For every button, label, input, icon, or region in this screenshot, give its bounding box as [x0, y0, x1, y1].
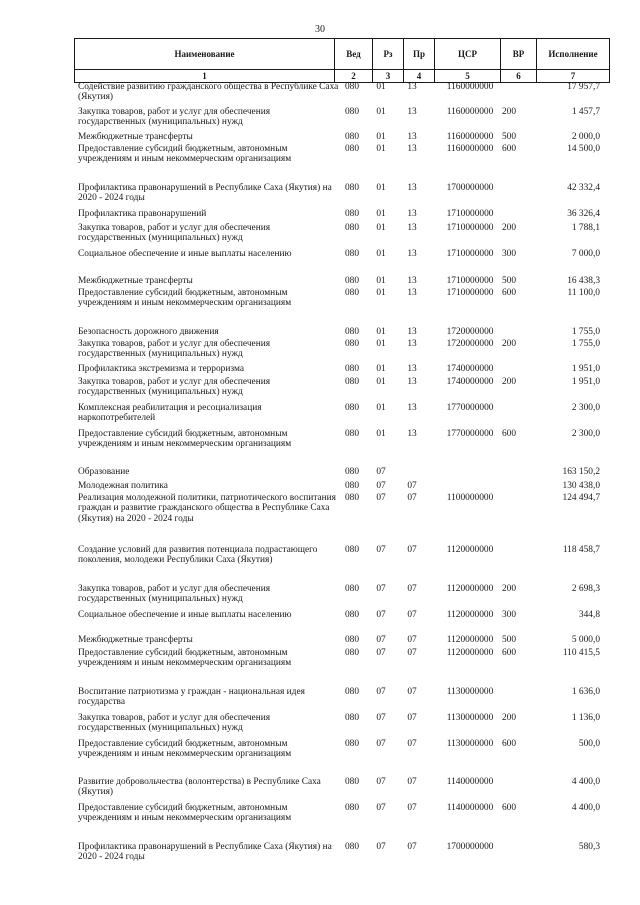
- cell-name: Реализация молодежной политики, патриотического воспитания граждан и развитие гражданского общества в Республике Саха (Якутия) на 2020 - 2024 годы: [78, 493, 336, 524]
- cell-rz: 07: [376, 687, 386, 697]
- column-number: 2: [335, 70, 373, 83]
- cell-ved: 080: [344, 429, 360, 439]
- cell-exec: 580,3: [578, 842, 600, 852]
- cell-exec: 1 788,1: [571, 223, 600, 233]
- cell-rz: 07: [376, 713, 386, 723]
- cell-vr: 600: [501, 288, 517, 298]
- cell-exec: 1 457,7: [571, 107, 600, 117]
- cell-rz: 07: [376, 648, 386, 658]
- cell-ved: 080: [344, 545, 360, 555]
- cell-rz: 01: [376, 183, 386, 193]
- cell-csr: 1160000000: [446, 144, 494, 154]
- cell-csr: 1710000000: [446, 223, 494, 233]
- cell-pr: 07: [407, 687, 417, 697]
- cell-pr: 13: [407, 276, 417, 286]
- cell-csr: 1120000000: [446, 584, 494, 594]
- cell-ved: 080: [344, 635, 360, 645]
- cell-vr: 200: [501, 713, 517, 723]
- cell-name: Профилактика правонарушений в Республике Саха (Якутия) на 2020 - 2024 годы: [78, 842, 332, 863]
- cell-exec: 2 000,0: [571, 132, 600, 142]
- cell-pr: 13: [407, 209, 417, 219]
- cell-rz: 01: [376, 107, 386, 117]
- cell-exec: 4 400,0: [571, 803, 600, 813]
- cell-ved: 080: [344, 107, 360, 117]
- cell-rz: 07: [376, 467, 386, 477]
- cell-name: Профилактика экстремизма и терроризма: [78, 364, 244, 374]
- cell-exec: 42 332,4: [567, 183, 600, 193]
- cell-csr: 1740000000: [446, 377, 494, 387]
- cell-exec: 14 500,0: [567, 144, 600, 154]
- cell-pr: 13: [407, 223, 417, 233]
- cell-ved: 080: [344, 144, 360, 154]
- cell-vr: 300: [501, 249, 517, 259]
- cell-ved: 080: [344, 687, 360, 697]
- cell-vr: 500: [501, 132, 517, 142]
- cell-csr: 1120000000: [446, 610, 494, 620]
- cell-rz: 07: [376, 610, 386, 620]
- cell-exec: 1 636,0: [571, 687, 600, 697]
- cell-pr: 13: [407, 82, 417, 92]
- cell-csr: 1140000000: [446, 803, 494, 813]
- cell-name: Предоставление субсидий бюджетным, автономным учреждениям и иным некоммерческим организациям: [78, 803, 292, 824]
- cell-name: Межбюджетные трансферты: [78, 276, 193, 286]
- cell-csr: 1130000000: [446, 687, 494, 697]
- cell-vr: 600: [501, 144, 517, 154]
- cell-pr: 13: [407, 429, 417, 439]
- cell-rz: 01: [376, 209, 386, 219]
- cell-exec: 500,0: [578, 739, 600, 749]
- cell-csr: 1770000000: [446, 403, 494, 413]
- cell-ved: 080: [344, 327, 360, 337]
- cell-csr: 1140000000: [446, 777, 494, 787]
- cell-ved: 080: [344, 584, 360, 594]
- cell-rz: 07: [376, 739, 386, 749]
- header-vr: ВР: [501, 39, 537, 70]
- cell-name: Развитие добровольчества (волонтерства) в Республике Саха (Якутия): [78, 777, 321, 798]
- cell-name: Закупка товаров, работ и услуг для обеспечения государственных (муниципальных) нужд: [78, 377, 271, 398]
- cell-rz: 07: [376, 777, 386, 787]
- cell-pr: 13: [407, 107, 417, 117]
- cell-exec: 17 957,7: [567, 82, 600, 92]
- cell-ved: 080: [344, 842, 360, 852]
- cell-exec: 344,8: [578, 610, 600, 620]
- cell-rz: 01: [376, 403, 386, 413]
- header-ved: Вед: [335, 39, 373, 70]
- cell-pr: 07: [407, 777, 417, 787]
- cell-pr: 07: [407, 610, 417, 620]
- cell-csr: 1120000000: [446, 648, 494, 658]
- cell-exec: 2 698,3: [571, 584, 600, 594]
- cell-csr: 1100000000: [446, 493, 494, 503]
- cell-csr: 1740000000: [446, 364, 494, 374]
- header-exec: Исполнение: [537, 39, 610, 70]
- cell-exec: 1 755,0: [571, 339, 600, 349]
- cell-ved: 080: [344, 610, 360, 620]
- column-number: 4: [404, 70, 435, 83]
- cell-rz: 07: [376, 584, 386, 594]
- cell-vr: 500: [501, 635, 517, 645]
- header-pr: Пр: [404, 39, 435, 70]
- cell-name: Межбюджетные трансферты: [78, 635, 193, 645]
- cell-rz: 01: [376, 82, 386, 92]
- cell-pr: 07: [407, 481, 417, 491]
- cell-exec: 4 400,0: [571, 777, 600, 787]
- cell-name: Закупка товаров, работ и услуг для обеспечения государственных (муниципальных) нужд: [78, 339, 271, 360]
- cell-exec: 2 300,0: [571, 403, 600, 413]
- cell-name: Молодежная политика: [78, 481, 168, 491]
- cell-pr: 07: [407, 713, 417, 723]
- cell-pr: 07: [407, 635, 417, 645]
- cell-vr: 200: [501, 339, 517, 349]
- cell-csr: 1120000000: [446, 635, 494, 645]
- cell-exec: 1 951,0: [571, 364, 600, 374]
- cell-rz: 01: [376, 364, 386, 374]
- cell-vr: 200: [501, 223, 517, 233]
- cell-name: Создание условий для развития потенциала подрастающего поколения, молодежи Республики Саха (Якутия): [78, 545, 318, 566]
- cell-name: Воспитание патриотизма у граждан - национальная идея государства: [78, 687, 305, 708]
- cell-pr: 13: [407, 339, 417, 349]
- cell-exec: 130 438,0: [562, 481, 600, 491]
- cell-pr: 13: [407, 249, 417, 259]
- column-number: 6: [501, 70, 537, 83]
- cell-csr: 1160000000: [446, 107, 494, 117]
- cell-ved: 080: [344, 288, 360, 298]
- page-number: 30: [315, 24, 325, 35]
- cell-rz: 01: [376, 276, 386, 286]
- cell-pr: 13: [407, 132, 417, 142]
- cell-rz: 01: [376, 327, 386, 337]
- cell-name: Предоставление субсидий бюджетным, автономным учреждениям и иным некоммерческим организациям: [78, 144, 292, 165]
- cell-exec: 1 951,0: [571, 377, 600, 387]
- cell-csr: 1120000000: [446, 545, 494, 555]
- cell-rz: 07: [376, 493, 386, 503]
- cell-rz: 01: [376, 377, 386, 387]
- cell-ved: 080: [344, 467, 360, 477]
- cell-name: Содействие развитию гражданского общества в Республике Саха (Якутия): [78, 82, 339, 103]
- cell-name: Безопасность дорожного движения: [78, 327, 219, 337]
- cell-vr: 600: [501, 803, 517, 813]
- cell-ved: 080: [344, 713, 360, 723]
- cell-csr: 1130000000: [446, 739, 494, 749]
- cell-vr: 200: [501, 377, 517, 387]
- cell-pr: 07: [407, 584, 417, 594]
- cell-pr: 07: [407, 648, 417, 658]
- cell-csr: 1160000000: [446, 132, 494, 142]
- cell-csr: 1770000000: [446, 429, 494, 439]
- cell-vr: 200: [501, 107, 517, 117]
- cell-name: Образование: [78, 467, 130, 477]
- cell-csr: 1700000000: [446, 183, 494, 193]
- cell-exec: 110 415,5: [562, 648, 600, 658]
- cell-ved: 080: [344, 82, 360, 92]
- cell-csr: 1160000000: [446, 82, 494, 92]
- cell-ved: 080: [344, 183, 360, 193]
- cell-rz: 01: [376, 429, 386, 439]
- cell-ved: 080: [344, 209, 360, 219]
- cell-exec: 118 458,7: [562, 545, 600, 555]
- cell-csr: 1710000000: [446, 209, 494, 219]
- cell-ved: 080: [344, 223, 360, 233]
- header-name: Наименование: [75, 39, 335, 70]
- cell-vr: 600: [501, 739, 517, 749]
- cell-name: Социальное обеспечение и иные выплаты населению: [78, 249, 292, 259]
- cell-pr: 07: [407, 803, 417, 813]
- cell-pr: 13: [407, 183, 417, 193]
- cell-name: Профилактика правонарушений в Республике Саха (Якутия) на 2020 - 2024 годы: [78, 183, 332, 204]
- cell-ved: 080: [344, 739, 360, 749]
- cell-rz: 01: [376, 132, 386, 142]
- cell-name: Закупка товаров, работ и услуг для обеспечения государственных (муниципальных) нужд: [78, 223, 271, 244]
- cell-ved: 080: [344, 132, 360, 142]
- cell-rz: 01: [376, 223, 386, 233]
- cell-exec: 163 150,2: [562, 467, 600, 477]
- cell-name: Закупка товаров, работ и услуг для обеспечения государственных (муниципальных) нужд: [78, 107, 271, 128]
- cell-pr: 13: [407, 364, 417, 374]
- cell-rz: 07: [376, 803, 386, 813]
- cell-rz: 07: [376, 635, 386, 645]
- cell-ved: 080: [344, 364, 360, 374]
- cell-pr: 07: [407, 842, 417, 852]
- cell-pr: 13: [407, 327, 417, 337]
- cell-exec: 11 100,0: [567, 288, 600, 298]
- cell-pr: 07: [407, 493, 417, 503]
- header-csr: ЦСР: [435, 39, 501, 70]
- cell-csr: 1130000000: [446, 713, 494, 723]
- cell-name: Закупка товаров, работ и услуг для обеспечения государственных (муниципальных) нужд: [78, 713, 271, 734]
- cell-exec: 5 000,0: [571, 635, 600, 645]
- cell-rz: 01: [376, 288, 386, 298]
- cell-csr: 1720000000: [446, 339, 494, 349]
- column-number: 7: [537, 70, 610, 83]
- cell-rz: 07: [376, 481, 386, 491]
- cell-name: Профилактика правонарушений: [78, 209, 207, 219]
- cell-ved: 080: [344, 777, 360, 787]
- cell-pr: 13: [407, 403, 417, 413]
- cell-vr: 600: [501, 648, 517, 658]
- cell-csr: 1710000000: [446, 249, 494, 259]
- cell-pr: 13: [407, 288, 417, 298]
- cell-exec: 2 300,0: [571, 429, 600, 439]
- cell-name: Предоставление субсидий бюджетным, автономным учреждениям и иным некоммерческим организациям: [78, 739, 292, 760]
- cell-pr: 13: [407, 144, 417, 154]
- cell-csr: 1720000000: [446, 327, 494, 337]
- cell-exec: 7 000,0: [571, 249, 600, 259]
- cell-rz: 01: [376, 144, 386, 154]
- cell-ved: 080: [344, 276, 360, 286]
- cell-exec: 1 755,0: [571, 327, 600, 337]
- column-number: 5: [435, 70, 501, 83]
- cell-exec: 124 494,7: [562, 493, 600, 503]
- cell-vr: 300: [501, 610, 517, 620]
- cell-ved: 080: [344, 481, 360, 491]
- cell-name: Предоставление субсидий бюджетным, автономным учреждениям и иным некоммерческим организациям: [78, 288, 292, 309]
- cell-exec: 36 326,4: [567, 209, 600, 219]
- cell-csr: 1700000000: [446, 842, 494, 852]
- column-number: 1: [75, 70, 335, 83]
- cell-pr: 07: [407, 545, 417, 555]
- cell-rz: 01: [376, 249, 386, 259]
- cell-name: Социальное обеспечение и иные выплаты населению: [78, 610, 292, 620]
- cell-ved: 080: [344, 493, 360, 503]
- cell-name: Закупка товаров, работ и услуг для обеспечения государственных (муниципальных) нужд: [78, 584, 271, 605]
- cell-ved: 080: [344, 803, 360, 813]
- cell-rz: 01: [376, 339, 386, 349]
- cell-csr: 1710000000: [446, 288, 494, 298]
- cell-name: Межбюджетные трансферты: [78, 132, 193, 142]
- cell-ved: 080: [344, 403, 360, 413]
- header-rz: Рз: [373, 39, 404, 70]
- cell-vr: 600: [501, 429, 517, 439]
- cell-ved: 080: [344, 339, 360, 349]
- cell-ved: 080: [344, 377, 360, 387]
- cell-exec: 1 136,0: [571, 713, 600, 723]
- cell-name: Предоставление субсидий бюджетным, автономным учреждениям и иным некоммерческим организациям: [78, 648, 292, 669]
- cell-pr: 07: [407, 739, 417, 749]
- cell-pr: 13: [407, 377, 417, 387]
- cell-exec: 16 438,3: [567, 276, 600, 286]
- cell-ved: 080: [344, 648, 360, 658]
- column-number: 3: [373, 70, 404, 83]
- cell-name: Предоставление субсидий бюджетным, автономным учреждениям и иным некоммерческим организациям: [78, 429, 292, 450]
- cell-rz: 07: [376, 545, 386, 555]
- cell-vr: 200: [501, 584, 517, 594]
- cell-rz: 07: [376, 842, 386, 852]
- cell-vr: 500: [501, 276, 517, 286]
- cell-csr: 1710000000: [446, 276, 494, 286]
- cell-name: Комплексная реабилитация и ресоциализация наркопотребителей: [78, 403, 262, 424]
- cell-ved: 080: [344, 249, 360, 259]
